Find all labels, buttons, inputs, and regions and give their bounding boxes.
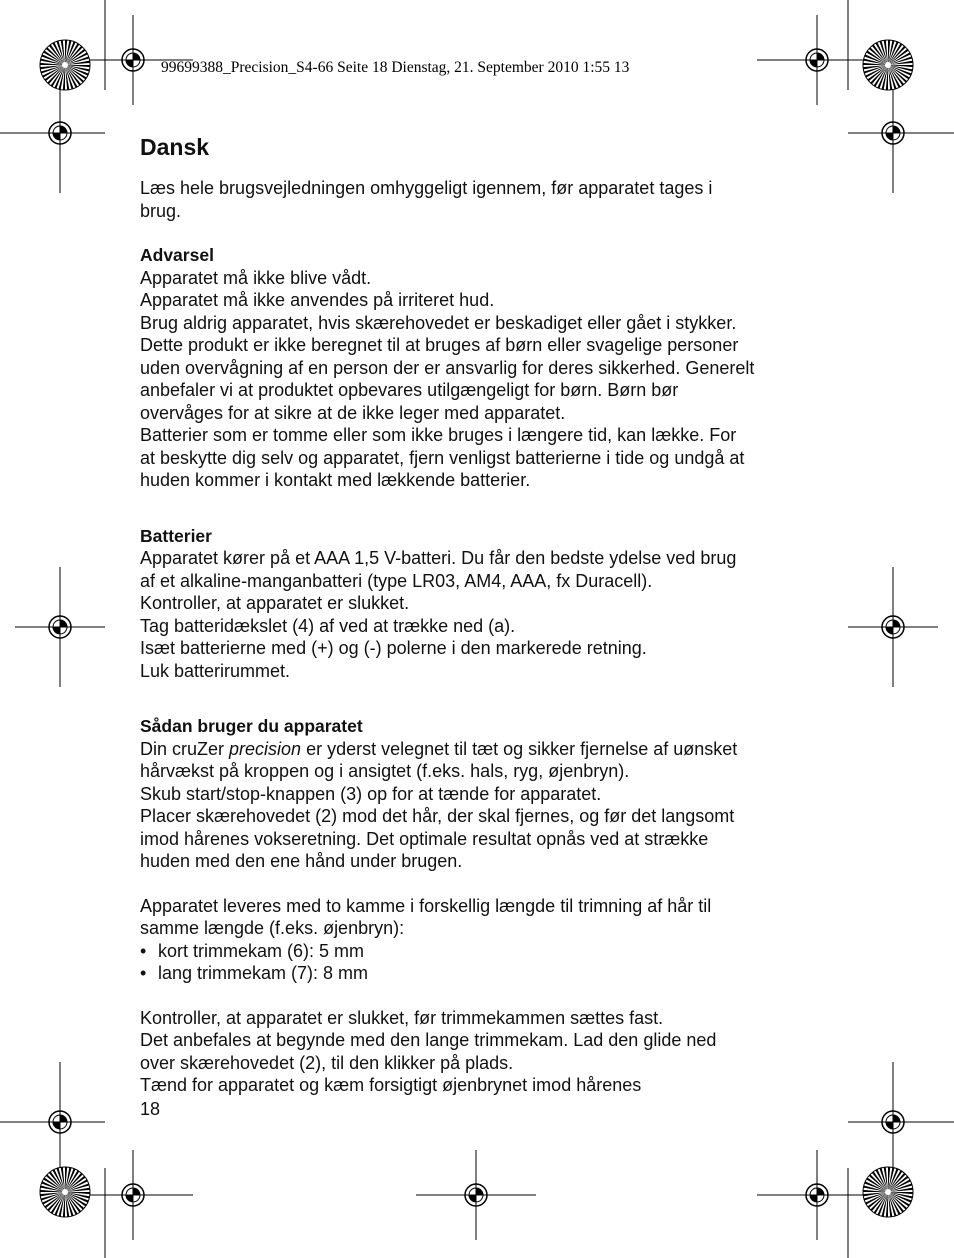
text-line: Batterier som er tomme eller som ikke bruges i længere tid, kan lække. For: [140, 425, 737, 445]
text-line: Kontroller, at apparatet er slukket, før trimmekammen sættes fast.: [140, 1007, 664, 1028]
bullet-glyph: •: [140, 963, 147, 983]
list-item-text: lang trimmekam (7): 8 mm: [158, 963, 369, 983]
text-line: Kontroller, at apparatet er slukket.: [140, 593, 410, 613]
text-line: Apparatet leveres med to kamme i forskellig længde til trimning af hår til: [140, 895, 712, 916]
text-line: huden kommer i kontakt med lækkende batterier.: [140, 470, 531, 490]
section-heading: Sådan bruger du apparatet: [140, 716, 363, 736]
section-heading: Advarsel: [140, 245, 214, 265]
bullet-glyph: •: [140, 940, 147, 961]
text-line: Dette produkt er ikke beregnet til at bruges af børn eller svagelige personer: [140, 335, 739, 355]
text-line: Brug aldrig apparatet, hvis skærehovedet er beskadiget eller gået i stykker.: [140, 312, 737, 333]
text-line: huden med den ene hånd under brugen.: [140, 851, 463, 871]
section-heading: Batterier: [140, 525, 212, 546]
text-line: hårvækst på kroppen og i ansigtet (f.eks. hals, ryg, øjenbryn).: [140, 761, 630, 781]
intro-paragraph: [140, 177, 820, 222]
text-line: [140, 738, 820, 761]
text-run: Din cruZer: [140, 738, 230, 759]
text-line: imod hårenes vokseretning. Det optimale resultat opnås ved at strække: [140, 828, 709, 849]
starburst-center: [62, 62, 68, 68]
section-batterier: [140, 525, 820, 683]
text-line: af et alkaline-manganbatteri (type LR03, AM4, AAA, fx Duracell).: [140, 570, 653, 591]
text-line: Læs hele brugsvejledningen omhyggeligt igennem, før apparatet tages i: [140, 178, 713, 198]
text-line: Tag batteridækslet (4) af ved at trække ned (a).: [140, 615, 516, 636]
list-item-text: kort trimmekam (6): 5 mm: [158, 940, 365, 961]
print-slug: 99699388_Precision_S4-66 Seite 18 Dienstag, 21. September 2010 1:55 13: [161, 59, 630, 76]
list-item: [140, 940, 820, 963]
text-line: Apparatet må ikke anvendes på irriteret hud.: [140, 290, 495, 310]
page-content: [140, 133, 820, 1097]
text-run: er yderst velegnet til tæt og sikker fjernelse af uønsket: [301, 738, 738, 759]
text-line: anbefaler vi at produktet opbevares utilgængeligt for børn. Børn bør: [140, 380, 679, 400]
starburst-center: [885, 62, 891, 68]
text-line: overvåges for at sikre at de ikke leger med apparatet.: [140, 402, 566, 423]
text-line: brug.: [140, 200, 182, 221]
text-line: Apparatet må ikke blive vådt.: [140, 267, 372, 288]
list-item: [140, 962, 820, 985]
text-line: Luk batterirummet.: [140, 660, 291, 681]
text-line: Placer skærehovedet (2) mod det hår, der skal fjernes, og før det langsomt: [140, 806, 735, 826]
page-title: Dansk: [140, 134, 210, 160]
text-line: at beskytte dig selv og apparatet, fjern venligst batterierne i tide og undgå at: [140, 447, 745, 468]
text-line: Apparatet kører på et AAA 1,5 V-batteri. Du får den bedste ydelse ved brug: [140, 548, 737, 568]
text-line: Det anbefales at begynde med den lange trimmekam. Lad den glide ned: [140, 1030, 717, 1050]
text-line: over skærehovedet (2), til den klikker på plads.: [140, 1052, 514, 1073]
page-number: 18: [140, 1099, 161, 1119]
text-line: Skub start/stop-knappen (3) op for at tænde for apparatet.: [140, 783, 602, 804]
text-line: uden overvågning af en person der er ansvarlig for deres sikkerhed. Generelt: [140, 357, 755, 378]
section-brug: [140, 715, 820, 1097]
text-line: Tænd for apparatet og kæm forsigtigt øjenbrynet imod hårenes: [140, 1075, 642, 1095]
section-advarsel: [140, 244, 820, 492]
product-name-italic: precision: [229, 738, 302, 759]
text-line: Isæt batterierne med (+) og (-) polerne i den markerede retning.: [140, 638, 647, 658]
starburst-center: [62, 1189, 68, 1195]
starburst-center: [885, 1189, 891, 1195]
text-line: samme længde (f.eks. øjenbryn):: [140, 918, 405, 938]
